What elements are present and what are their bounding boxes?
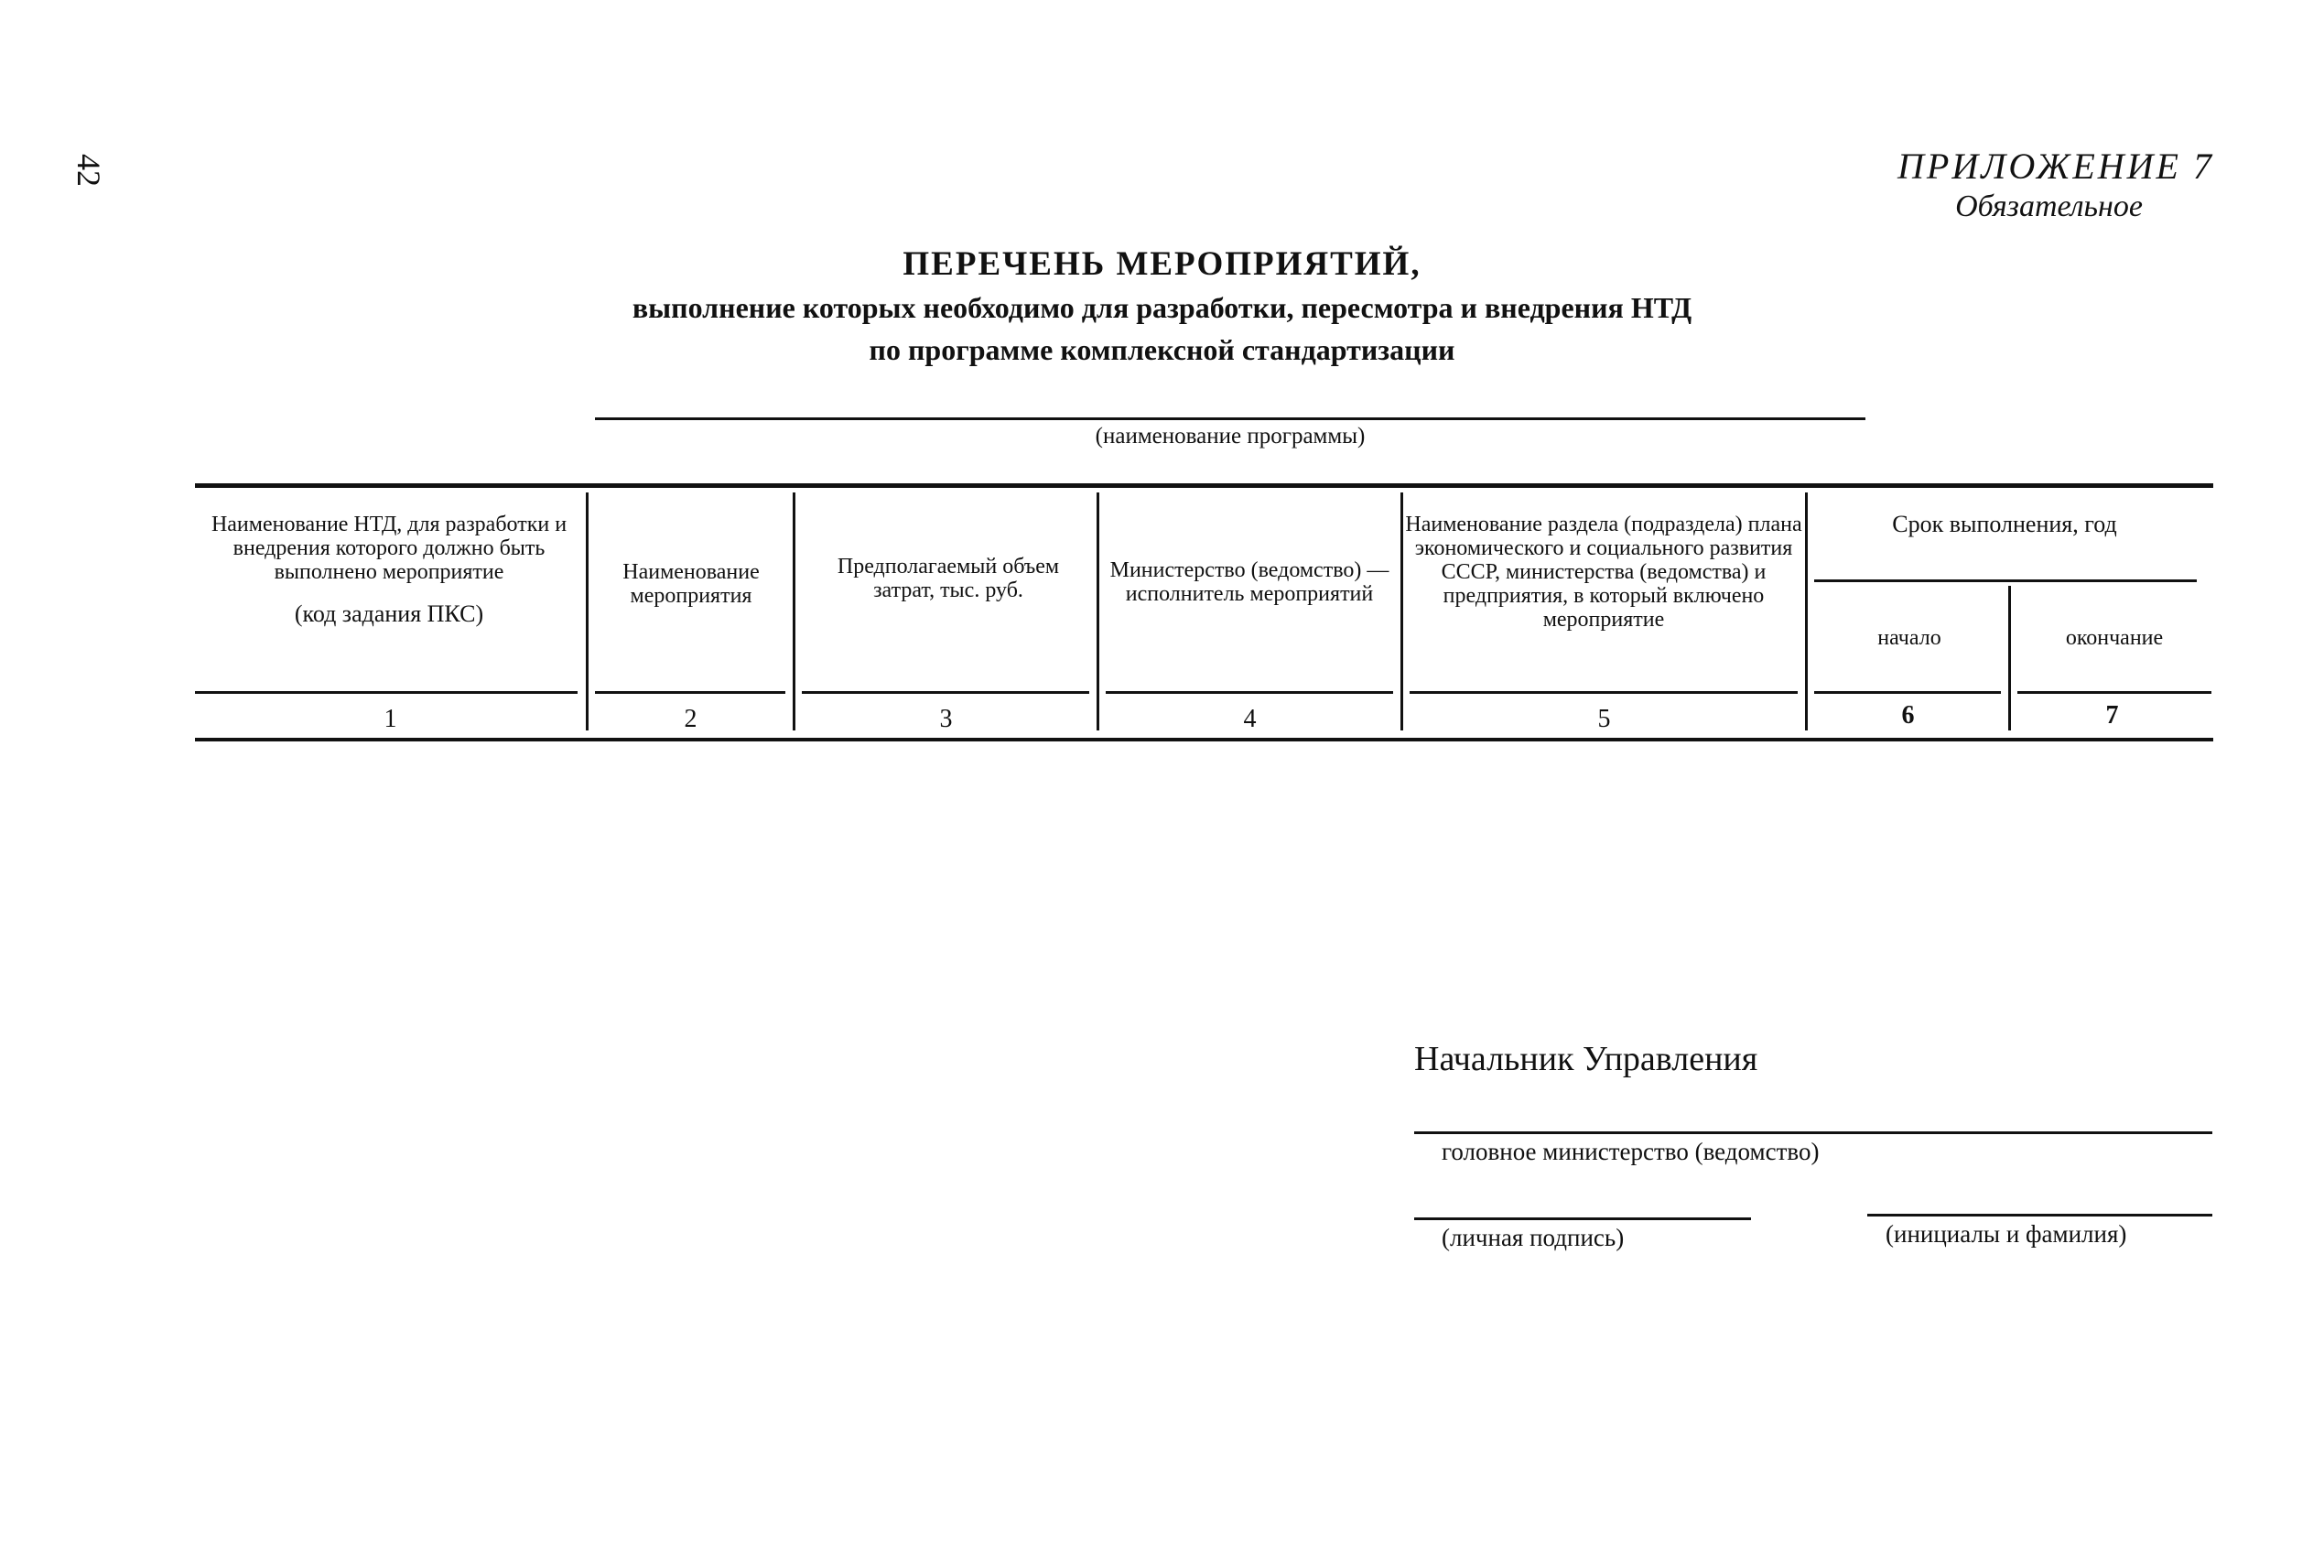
- header-bottom-line: [802, 691, 1089, 694]
- column-header-label: Наименование НТД, для разработки и внедрения которого должно быть выполнено мероприятие: [211, 513, 567, 584]
- column-header-activity-name: Наименование мероприятия: [622, 560, 760, 608]
- appendix-status: Обязательное: [1955, 189, 2143, 223]
- document-subtitle-line-3: по программе комплексной стандартизации: [869, 333, 1455, 366]
- column-divider: [586, 492, 589, 730]
- document-subtitle-line-2: выполнение которых необходимо для разработки, пересмотра и внедрения НТД: [632, 291, 1692, 324]
- column-header-plan-section: Наименование раздела (подраздела) плана экономического и социального развития СССР, министерства (ведомства) и предприятия, в который включено мероприятие: [1405, 513, 1802, 632]
- header-bottom-line: [1106, 691, 1393, 694]
- column-number: 1: [384, 705, 397, 733]
- column-number: 6: [1901, 701, 1915, 730]
- table-bottom-border: [195, 738, 2213, 741]
- column-header-term-start: начало: [1877, 626, 1941, 650]
- name-caption: (инициалы и фамилия): [1886, 1220, 2127, 1248]
- column-header-term: Срок выполнения, год: [1892, 511, 2117, 537]
- column-header-executor: Министерство (ведомство) — исполнитель мероприятий: [1109, 558, 1389, 606]
- column-divider: [1805, 492, 1808, 730]
- column-header-ntd-name: [200, 513, 578, 626]
- column-divider: [1097, 492, 1099, 730]
- column-number: 5: [1597, 705, 1611, 733]
- program-name-caption: (наименование программы): [1095, 424, 1366, 449]
- appendix-title: ПРИЛОЖЕНИЕ 7: [1897, 146, 2214, 187]
- page-number: 42: [70, 154, 107, 187]
- signature-line: [1414, 1217, 1751, 1220]
- column-number: 2: [684, 705, 697, 733]
- term-group-divider: [1814, 579, 2197, 582]
- column-header-term-end: окончание: [2065, 626, 2164, 650]
- program-name-line: [595, 417, 1865, 420]
- signature-caption: (личная подпись): [1442, 1224, 1625, 1251]
- header-bottom-line: [2017, 691, 2211, 694]
- signer-title: Начальник Управления: [1414, 1040, 1758, 1078]
- column-header-estimated-cost: Предполагаемый объем затрат, тыс. руб.: [837, 555, 1060, 602]
- ministry-caption: головное министерство (ведомство): [1442, 1138, 1820, 1165]
- header-bottom-line: [195, 691, 578, 694]
- table-top-border: [195, 483, 2213, 488]
- column-number: 7: [2105, 701, 2119, 730]
- column-divider: [793, 492, 795, 730]
- document-title: ПЕРЕЧЕНЬ МЕРОПРИЯТИЙ,: [903, 245, 1421, 283]
- column-number: 3: [939, 705, 953, 733]
- column-header-note: (код задания ПКС): [294, 600, 484, 627]
- header-bottom-line: [1410, 691, 1798, 694]
- name-line: [1867, 1214, 2212, 1217]
- column-number: 4: [1243, 705, 1257, 733]
- column-divider: [1400, 492, 1403, 730]
- ministry-line: [1414, 1131, 2212, 1134]
- header-bottom-line: [1814, 691, 2001, 694]
- header-bottom-line: [595, 691, 785, 694]
